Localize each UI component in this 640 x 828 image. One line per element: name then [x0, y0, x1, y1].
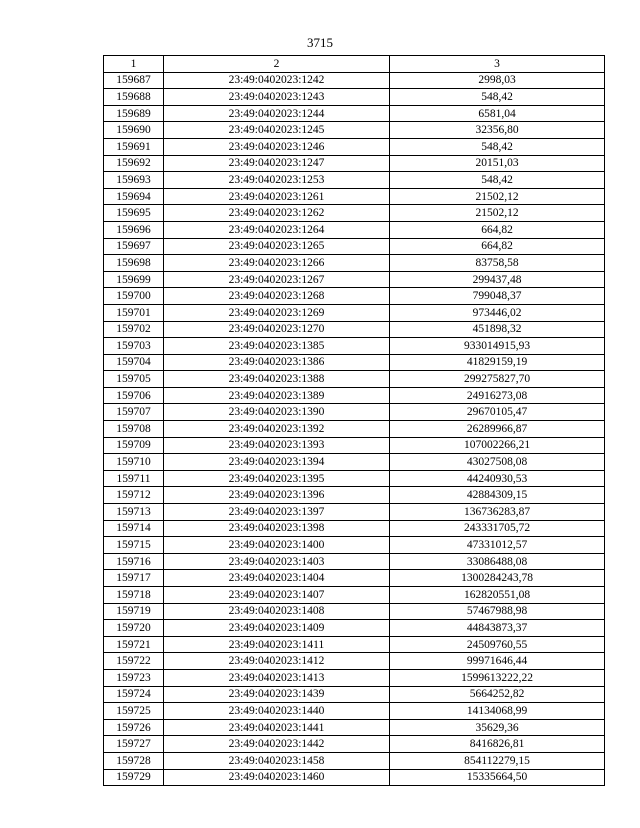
cadastral-value-cell: 136736283,87	[390, 504, 605, 521]
cadastral-number-cell: 23:49:0402023:1408	[164, 603, 390, 620]
cadastral-value-cell: 41829159,19	[390, 354, 605, 371]
cadastral-value-cell: 29670105,47	[390, 404, 605, 421]
table-row	[104, 188, 605, 205]
row-number-cell: 159688	[104, 89, 164, 106]
cadastral-value-cell: 26289966,87	[390, 421, 605, 438]
row-number-cell: 159703	[104, 338, 164, 355]
cadastral-number-cell: 23:49:0402023:1400	[164, 537, 390, 554]
cadastral-value-cell: 33086488,08	[390, 553, 605, 570]
cadastral-value-cell: 24916273,08	[390, 387, 605, 404]
table-row	[104, 719, 605, 736]
row-number-cell: 159694	[104, 188, 164, 205]
table-row	[104, 238, 605, 255]
row-number-cell: 159718	[104, 587, 164, 604]
cadastral-number-cell: 23:49:0402023:1407	[164, 587, 390, 604]
cadastral-value-cell: 548,42	[390, 172, 605, 189]
cadastral-number-cell: 23:49:0402023:1388	[164, 371, 390, 388]
row-number-cell: 159699	[104, 271, 164, 288]
cadastral-number-cell: 23:49:0402023:1460	[164, 769, 390, 786]
column-header-2: 2	[164, 56, 390, 73]
cadastral-number-cell: 23:49:0402023:1411	[164, 636, 390, 653]
row-number-cell: 159721	[104, 636, 164, 653]
table-row	[104, 255, 605, 272]
cadastral-value-cell: 21502,12	[390, 205, 605, 222]
row-number-cell: 159717	[104, 570, 164, 587]
cadastral-number-cell: 23:49:0402023:1269	[164, 304, 390, 321]
table-row	[104, 172, 605, 189]
row-number-cell: 159707	[104, 404, 164, 421]
cadastral-number-cell: 23:49:0402023:1404	[164, 570, 390, 587]
table-row	[104, 304, 605, 321]
cadastral-value-cell: 6581,04	[390, 105, 605, 122]
row-number-cell: 159697	[104, 238, 164, 255]
cadastral-number-cell: 23:49:0402023:1246	[164, 138, 390, 155]
table-row	[104, 703, 605, 720]
cadastral-value-cell: 8416826,81	[390, 736, 605, 753]
cadastral-number-cell: 23:49:0402023:1266	[164, 255, 390, 272]
table-row	[104, 338, 605, 355]
cadastral-value-cell: 35629,36	[390, 719, 605, 736]
row-number-cell: 159704	[104, 354, 164, 371]
cadastral-value-cell: 57467988,98	[390, 603, 605, 620]
row-number-cell: 159701	[104, 304, 164, 321]
row-number-cell: 159724	[104, 686, 164, 703]
cadastral-value-cell: 83758,58	[390, 255, 605, 272]
row-number-cell: 159727	[104, 736, 164, 753]
table-row	[104, 686, 605, 703]
row-number-cell: 159700	[104, 288, 164, 305]
row-number-cell: 159711	[104, 470, 164, 487]
cadastral-number-cell: 23:49:0402023:1440	[164, 703, 390, 720]
cadastral-value-cell: 664,82	[390, 238, 605, 255]
row-number-cell: 159716	[104, 553, 164, 570]
row-number-cell: 159687	[104, 72, 164, 89]
table-row	[104, 470, 605, 487]
cadastral-number-cell: 23:49:0402023:1261	[164, 188, 390, 205]
cadastral-value-cell: 299275827,70	[390, 371, 605, 388]
cadastral-value-cell: 1300284243,78	[390, 570, 605, 587]
cadastral-number-cell: 23:49:0402023:1412	[164, 653, 390, 670]
table-row	[104, 155, 605, 172]
column-header-3: 3	[390, 56, 605, 73]
cadastral-number-cell: 23:49:0402023:1262	[164, 205, 390, 222]
row-number-cell: 159723	[104, 669, 164, 686]
table-row	[104, 105, 605, 122]
table-body	[104, 72, 605, 786]
cadastral-number-cell: 23:49:0402023:1265	[164, 238, 390, 255]
table-row	[104, 620, 605, 637]
cadastral-number-cell: 23:49:0402023:1413	[164, 669, 390, 686]
cadastral-value-cell: 32356,80	[390, 122, 605, 139]
cadastral-value-cell: 43027508,08	[390, 454, 605, 471]
cadastral-value-cell: 20151,03	[390, 155, 605, 172]
row-number-cell: 159695	[104, 205, 164, 222]
row-number-cell: 159696	[104, 221, 164, 238]
table-row	[104, 537, 605, 554]
cadastral-value-cell: 973446,02	[390, 304, 605, 321]
cadastral-value-cell: 299437,48	[390, 271, 605, 288]
cadastral-number-cell: 23:49:0402023:1268	[164, 288, 390, 305]
cadastral-value-cell: 799048,37	[390, 288, 605, 305]
row-number-cell: 159714	[104, 520, 164, 537]
table-row	[104, 321, 605, 338]
table-row	[104, 669, 605, 686]
cadastral-value-cell: 664,82	[390, 221, 605, 238]
row-number-cell: 159715	[104, 537, 164, 554]
cadastral-number-cell: 23:49:0402023:1245	[164, 122, 390, 139]
cadastral-number-cell: 23:49:0402023:1247	[164, 155, 390, 172]
cadastral-value-cell: 933014915,93	[390, 338, 605, 355]
table-row	[104, 371, 605, 388]
cadastral-value-cell: 2998,03	[390, 72, 605, 89]
cadastral-number-cell: 23:49:0402023:1395	[164, 470, 390, 487]
row-number-cell: 159706	[104, 387, 164, 404]
cadastral-number-cell: 23:49:0402023:1394	[164, 454, 390, 471]
row-number-cell: 159729	[104, 769, 164, 786]
table-header	[104, 56, 605, 73]
cadastral-number-cell: 23:49:0402023:1403	[164, 553, 390, 570]
table-row	[104, 354, 605, 371]
header-row	[104, 56, 605, 73]
cadastral-value-cell: 548,42	[390, 89, 605, 106]
row-number-cell: 159720	[104, 620, 164, 637]
cadastral-number-cell: 23:49:0402023:1253	[164, 172, 390, 189]
cadastral-value-cell: 24509760,55	[390, 636, 605, 653]
cadastral-value-cell: 107002266,21	[390, 437, 605, 454]
cadastral-number-cell: 23:49:0402023:1442	[164, 736, 390, 753]
cadastral-number-cell: 23:49:0402023:1439	[164, 686, 390, 703]
table-row	[104, 636, 605, 653]
row-number-cell: 159691	[104, 138, 164, 155]
row-number-cell: 159722	[104, 653, 164, 670]
row-number-cell: 159719	[104, 603, 164, 620]
row-number-cell: 159698	[104, 255, 164, 272]
cadastral-value-cell: 44843873,37	[390, 620, 605, 637]
cadastral-value-table	[103, 55, 605, 786]
table-row	[104, 437, 605, 454]
page-number: 3715	[307, 35, 333, 50]
table-row	[104, 72, 605, 89]
cadastral-number-cell: 23:49:0402023:1396	[164, 487, 390, 504]
row-number-cell: 159728	[104, 752, 164, 769]
row-number-cell: 159705	[104, 371, 164, 388]
column-header-1: 1	[104, 56, 164, 73]
table-row	[104, 138, 605, 155]
cadastral-value-cell: 5664252,82	[390, 686, 605, 703]
table-row	[104, 271, 605, 288]
cadastral-value-cell: 99971646,44	[390, 653, 605, 670]
cadastral-number-cell: 23:49:0402023:1385	[164, 338, 390, 355]
cadastral-number-cell: 23:49:0402023:1242	[164, 72, 390, 89]
table-row	[104, 421, 605, 438]
row-number-cell: 159693	[104, 172, 164, 189]
cadastral-number-cell: 23:49:0402023:1264	[164, 221, 390, 238]
table-row	[104, 205, 605, 222]
table-row	[104, 736, 605, 753]
table-row	[104, 387, 605, 404]
table-row	[104, 487, 605, 504]
cadastral-number-cell: 23:49:0402023:1270	[164, 321, 390, 338]
cadastral-value-cell: 451898,32	[390, 321, 605, 338]
table-row	[104, 653, 605, 670]
table-row	[104, 752, 605, 769]
cadastral-number-cell: 23:49:0402023:1389	[164, 387, 390, 404]
cadastral-number-cell: 23:49:0402023:1441	[164, 719, 390, 736]
table-row	[104, 454, 605, 471]
cadastral-number-cell: 23:49:0402023:1398	[164, 520, 390, 537]
table-row	[104, 288, 605, 305]
cadastral-value-cell: 42884309,15	[390, 487, 605, 504]
cadastral-number-cell: 23:49:0402023:1390	[164, 404, 390, 421]
row-number-cell: 159689	[104, 105, 164, 122]
cadastral-number-cell: 23:49:0402023:1386	[164, 354, 390, 371]
cadastral-value-cell: 243331705,72	[390, 520, 605, 537]
cadastral-number-cell: 23:49:0402023:1397	[164, 504, 390, 521]
row-number-cell: 159690	[104, 122, 164, 139]
row-number-cell: 159726	[104, 719, 164, 736]
cadastral-number-cell: 23:49:0402023:1393	[164, 437, 390, 454]
row-number-cell: 159725	[104, 703, 164, 720]
row-number-cell: 159710	[104, 454, 164, 471]
table-row	[104, 122, 605, 139]
table-row	[104, 221, 605, 238]
cadastral-value-cell: 14134068,99	[390, 703, 605, 720]
row-number-cell: 159712	[104, 487, 164, 504]
cadastral-value-cell: 854112279,15	[390, 752, 605, 769]
row-number-cell: 159709	[104, 437, 164, 454]
table-row	[104, 89, 605, 106]
cadastral-number-cell: 23:49:0402023:1458	[164, 752, 390, 769]
row-number-cell: 159713	[104, 504, 164, 521]
row-number-cell: 159702	[104, 321, 164, 338]
table-row	[104, 404, 605, 421]
table-row	[104, 769, 605, 786]
cadastral-number-cell: 23:49:0402023:1267	[164, 271, 390, 288]
cadastral-value-cell: 44240930,53	[390, 470, 605, 487]
cadastral-number-cell: 23:49:0402023:1392	[164, 421, 390, 438]
cadastral-value-cell: 21502,12	[390, 188, 605, 205]
table-row	[104, 553, 605, 570]
cadastral-value-cell: 162820551,08	[390, 587, 605, 604]
table-row	[104, 504, 605, 521]
table-row	[104, 603, 605, 620]
cadastral-value-cell: 15335664,50	[390, 769, 605, 786]
cadastral-value-cell: 1599613222,22	[390, 669, 605, 686]
table-row	[104, 520, 605, 537]
table-row	[104, 570, 605, 587]
cadastral-value-cell: 548,42	[390, 138, 605, 155]
cadastral-number-cell: 23:49:0402023:1244	[164, 105, 390, 122]
cadastral-number-cell: 23:49:0402023:1243	[164, 89, 390, 106]
row-number-cell: 159692	[104, 155, 164, 172]
table-row	[104, 587, 605, 604]
cadastral-value-cell: 47331012,57	[390, 537, 605, 554]
row-number-cell: 159708	[104, 421, 164, 438]
cadastral-number-cell: 23:49:0402023:1409	[164, 620, 390, 637]
